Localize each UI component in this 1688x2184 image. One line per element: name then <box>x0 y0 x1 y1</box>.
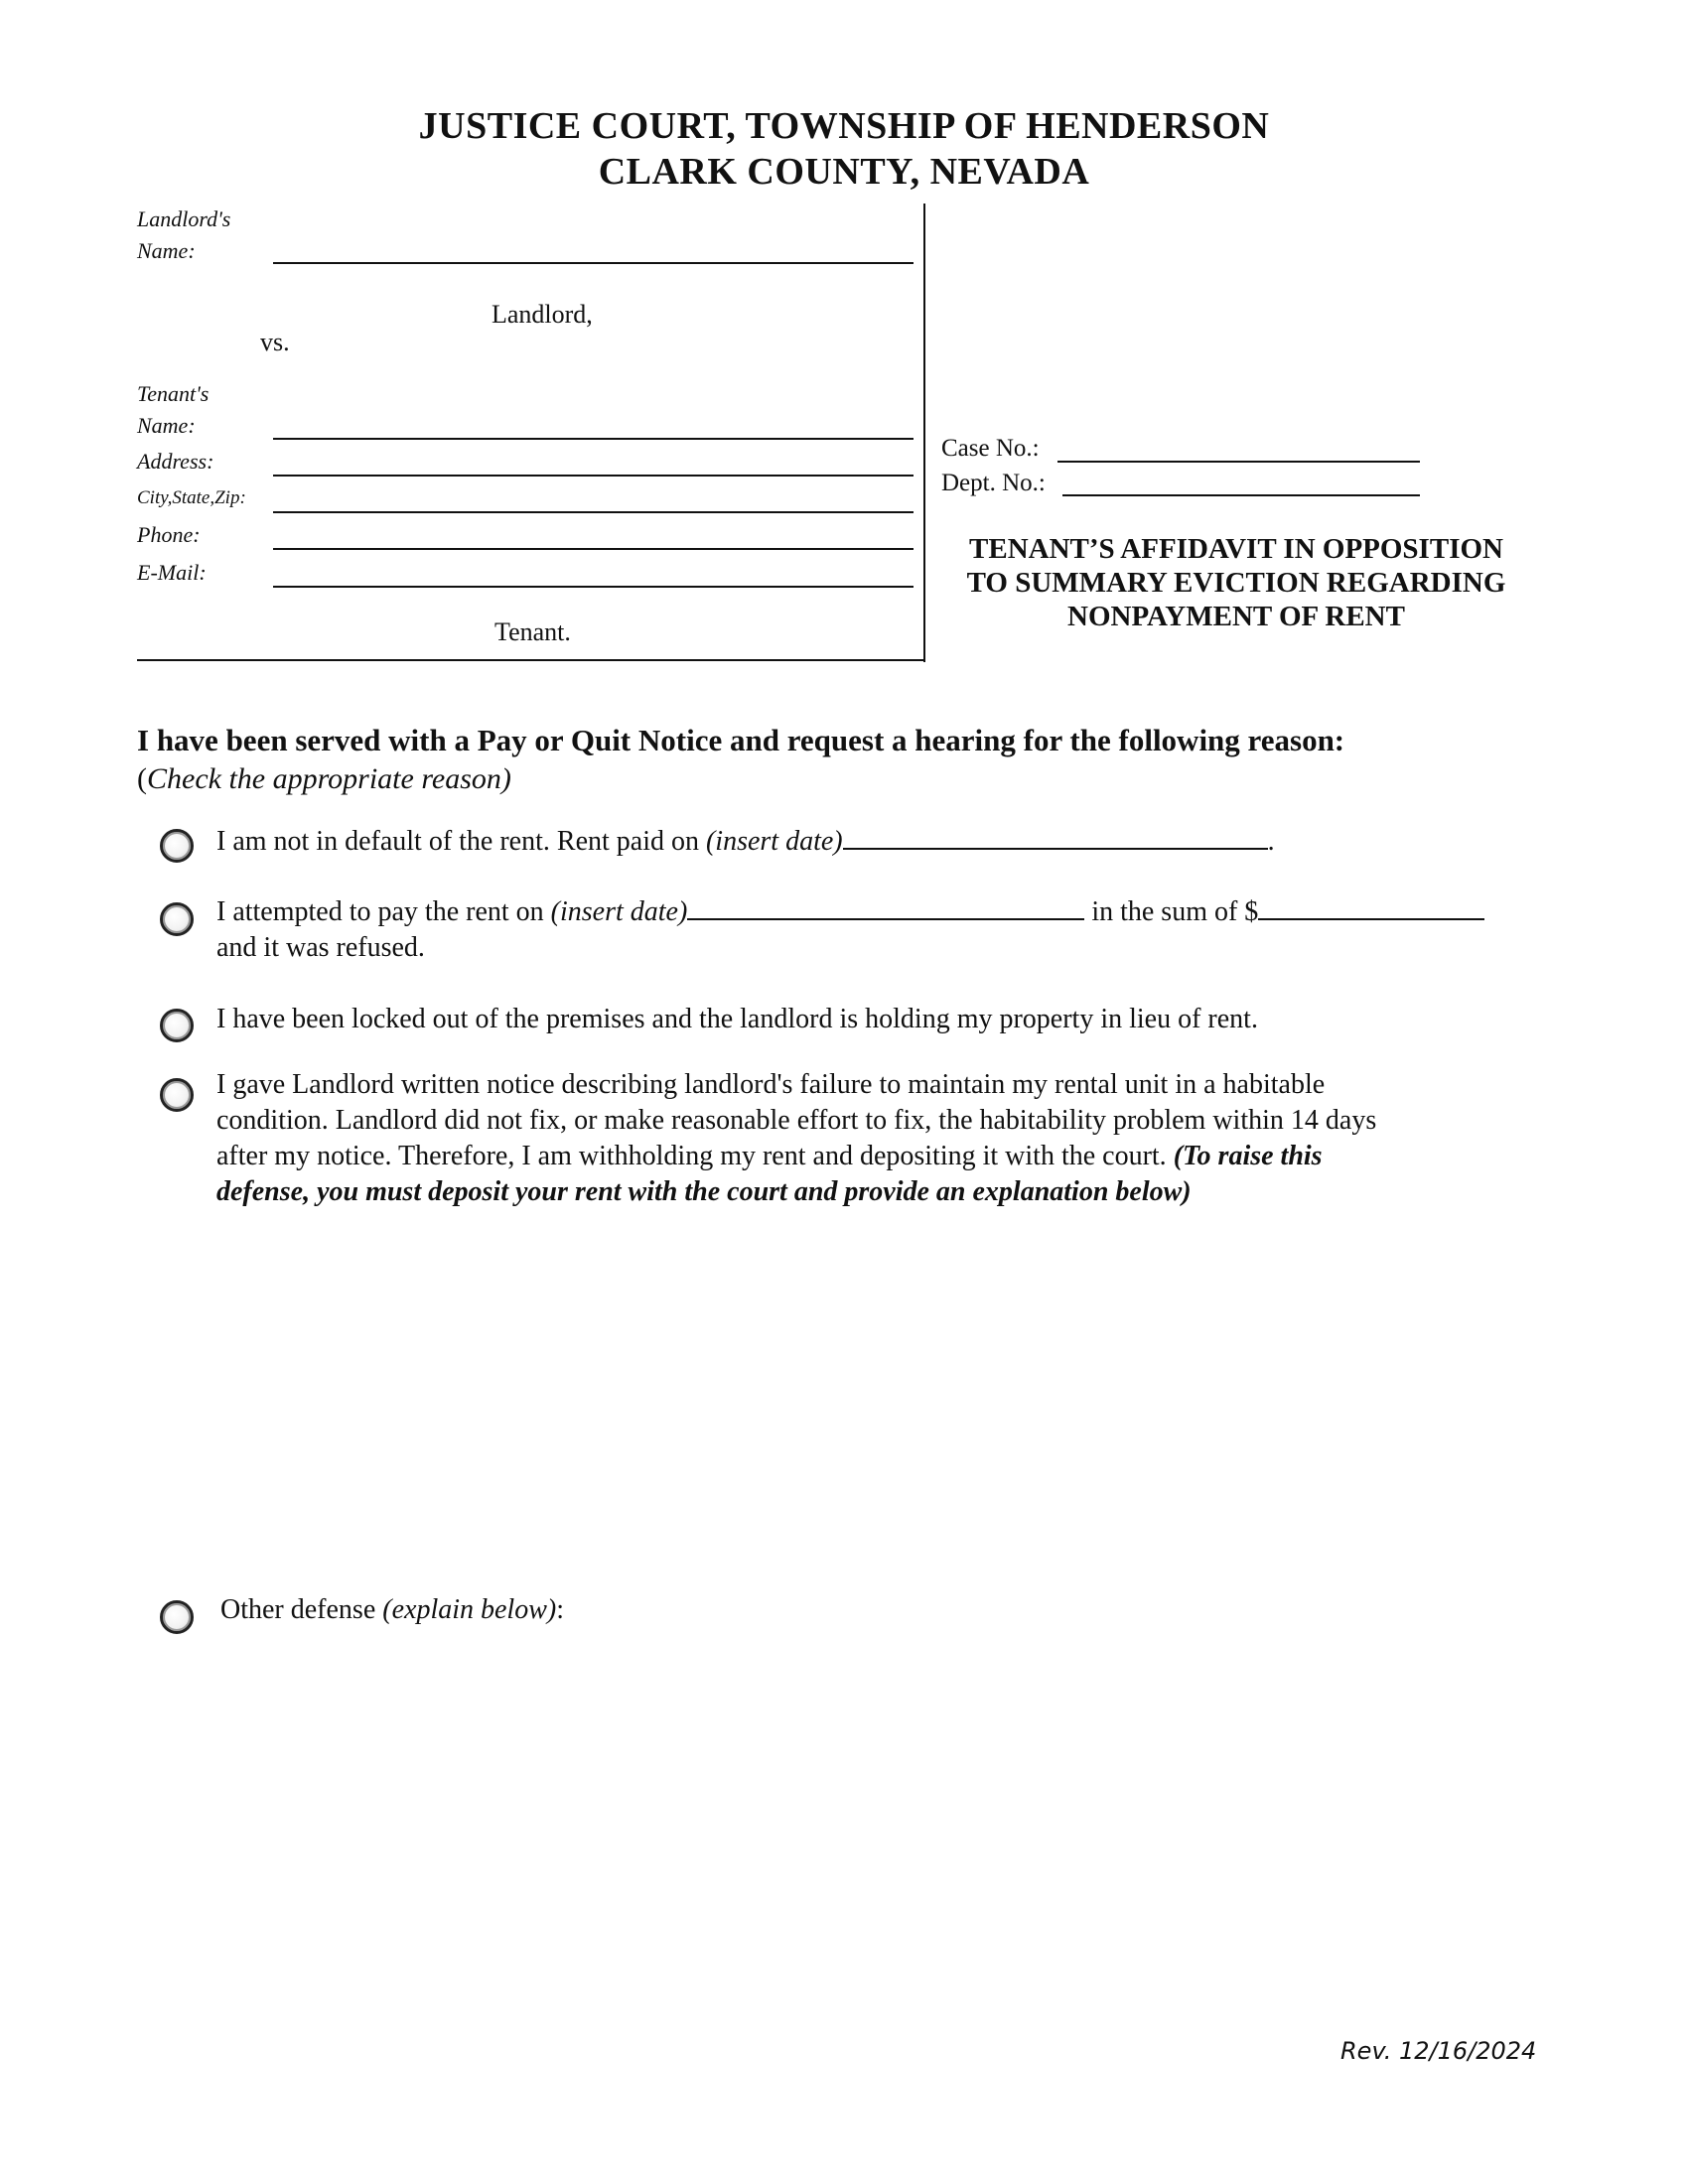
option-4-bold-2: defense, you must deposit your rent with the court and provide an explanation below) <box>216 1176 1192 1207</box>
option-habitability <box>216 1067 1376 1210</box>
reason-instruction-close-paren: ) <box>500 762 511 795</box>
document-title-line-3: NONPAYMENT OF RENT <box>1067 601 1405 632</box>
reason-instruction-text: Check the appropriate reason <box>147 762 501 795</box>
option-locked-out: I have been locked out of the premises and the landlord is holding my property in lieu of rent. <box>216 1004 1258 1034</box>
tenant-name-label-1: Tenant's <box>137 381 210 406</box>
attempted-payment-date-field[interactable] <box>687 894 1084 920</box>
option-5-text: Other defense <box>220 1594 383 1625</box>
option-4-line-2: condition. Landlord did not fix, or make reasonable effort to fix, the habitability problem within 14 days <box>216 1105 1377 1136</box>
tenant-name-field[interactable] <box>273 438 914 440</box>
tenant-role-label: Tenant. <box>494 617 571 646</box>
document-title-line-2: TO SUMMARY EVICTION REGARDING <box>966 567 1506 599</box>
option-locked-out-radio[interactable] <box>160 1009 194 1042</box>
document-title-line-1: TENANT’S AFFIDAVIT IN OPPOSITION <box>969 533 1503 565</box>
option-1-text: I am not in default of the rent. Rent paid on <box>216 826 706 857</box>
option-other-defense <box>220 1592 564 1628</box>
option-2-hint: (insert date) <box>550 896 688 927</box>
reason-heading: I have been served with a Pay or Quit Notice and request a hearing for the following reason: <box>137 723 1345 757</box>
case-number-field[interactable] <box>1057 461 1420 463</box>
city-state-zip-label: City,State,Zip: <box>137 487 246 508</box>
landlord-name-field[interactable] <box>273 262 914 264</box>
caption-bottom-rule <box>137 659 925 661</box>
option-2-mid: in the sum of $ <box>1084 896 1259 927</box>
caption-vertical-divider <box>923 204 925 662</box>
option-4-bold-1: (To raise this <box>1173 1141 1323 1171</box>
option-5-hint: (explain below) <box>382 1594 557 1625</box>
option-not-in-default-radio[interactable] <box>160 829 194 863</box>
landlord-name-label-1: Landlord's <box>137 206 231 231</box>
reason-instruction-open-paren: ( <box>137 762 147 795</box>
attempted-payment-amount-field[interactable] <box>1258 894 1484 920</box>
option-2-line-2: and it was refused. <box>216 932 425 963</box>
dept-number-field[interactable] <box>1062 494 1420 496</box>
landlord-name-label-2: Name: <box>137 238 196 263</box>
rent-paid-date-field[interactable] <box>843 824 1268 850</box>
option-not-in-default <box>216 824 1275 860</box>
option-1-hint: (insert date) <box>705 826 843 857</box>
versus-label: vs. <box>260 328 290 356</box>
phone-field[interactable] <box>273 548 914 550</box>
option-attempted-payment <box>216 894 1484 930</box>
reason-instruction <box>137 762 511 796</box>
court-county: CLARK COUNTY, NEVADA <box>598 151 1090 193</box>
address-field[interactable] <box>273 475 914 477</box>
phone-label: Phone: <box>137 522 201 547</box>
case-number-label: Case No.: <box>941 435 1040 462</box>
email-label: E-Mail: <box>137 560 207 585</box>
city-state-zip-field[interactable] <box>273 511 914 513</box>
option-4-line-3: after my notice. Therefore, I am withholding my rent and depositing it with the court. <box>216 1141 1174 1171</box>
address-label: Address: <box>137 449 214 474</box>
email-field[interactable] <box>273 586 914 588</box>
revision-date: Rev. 12/16/2024 <box>1340 2037 1537 2065</box>
dept-number-label: Dept. No.: <box>941 470 1046 496</box>
option-attempted-payment-radio[interactable] <box>160 902 194 936</box>
option-5-end: : <box>556 1594 564 1625</box>
option-habitability-radio[interactable] <box>160 1078 194 1112</box>
court-name: JUSTICE COURT, TOWNSHIP OF HENDERSON <box>418 105 1270 147</box>
option-4-line-1: I gave Landlord written notice describing landlord's failure to maintain my rental unit in a habitable <box>216 1069 1326 1100</box>
option-1-end: . <box>1267 826 1275 857</box>
option-other-defense-radio[interactable] <box>160 1600 194 1634</box>
landlord-role-label: Landlord, <box>492 300 593 329</box>
tenant-name-label-2: Name: <box>137 413 196 438</box>
option-2-text: I attempted to pay the rent on <box>216 896 551 927</box>
